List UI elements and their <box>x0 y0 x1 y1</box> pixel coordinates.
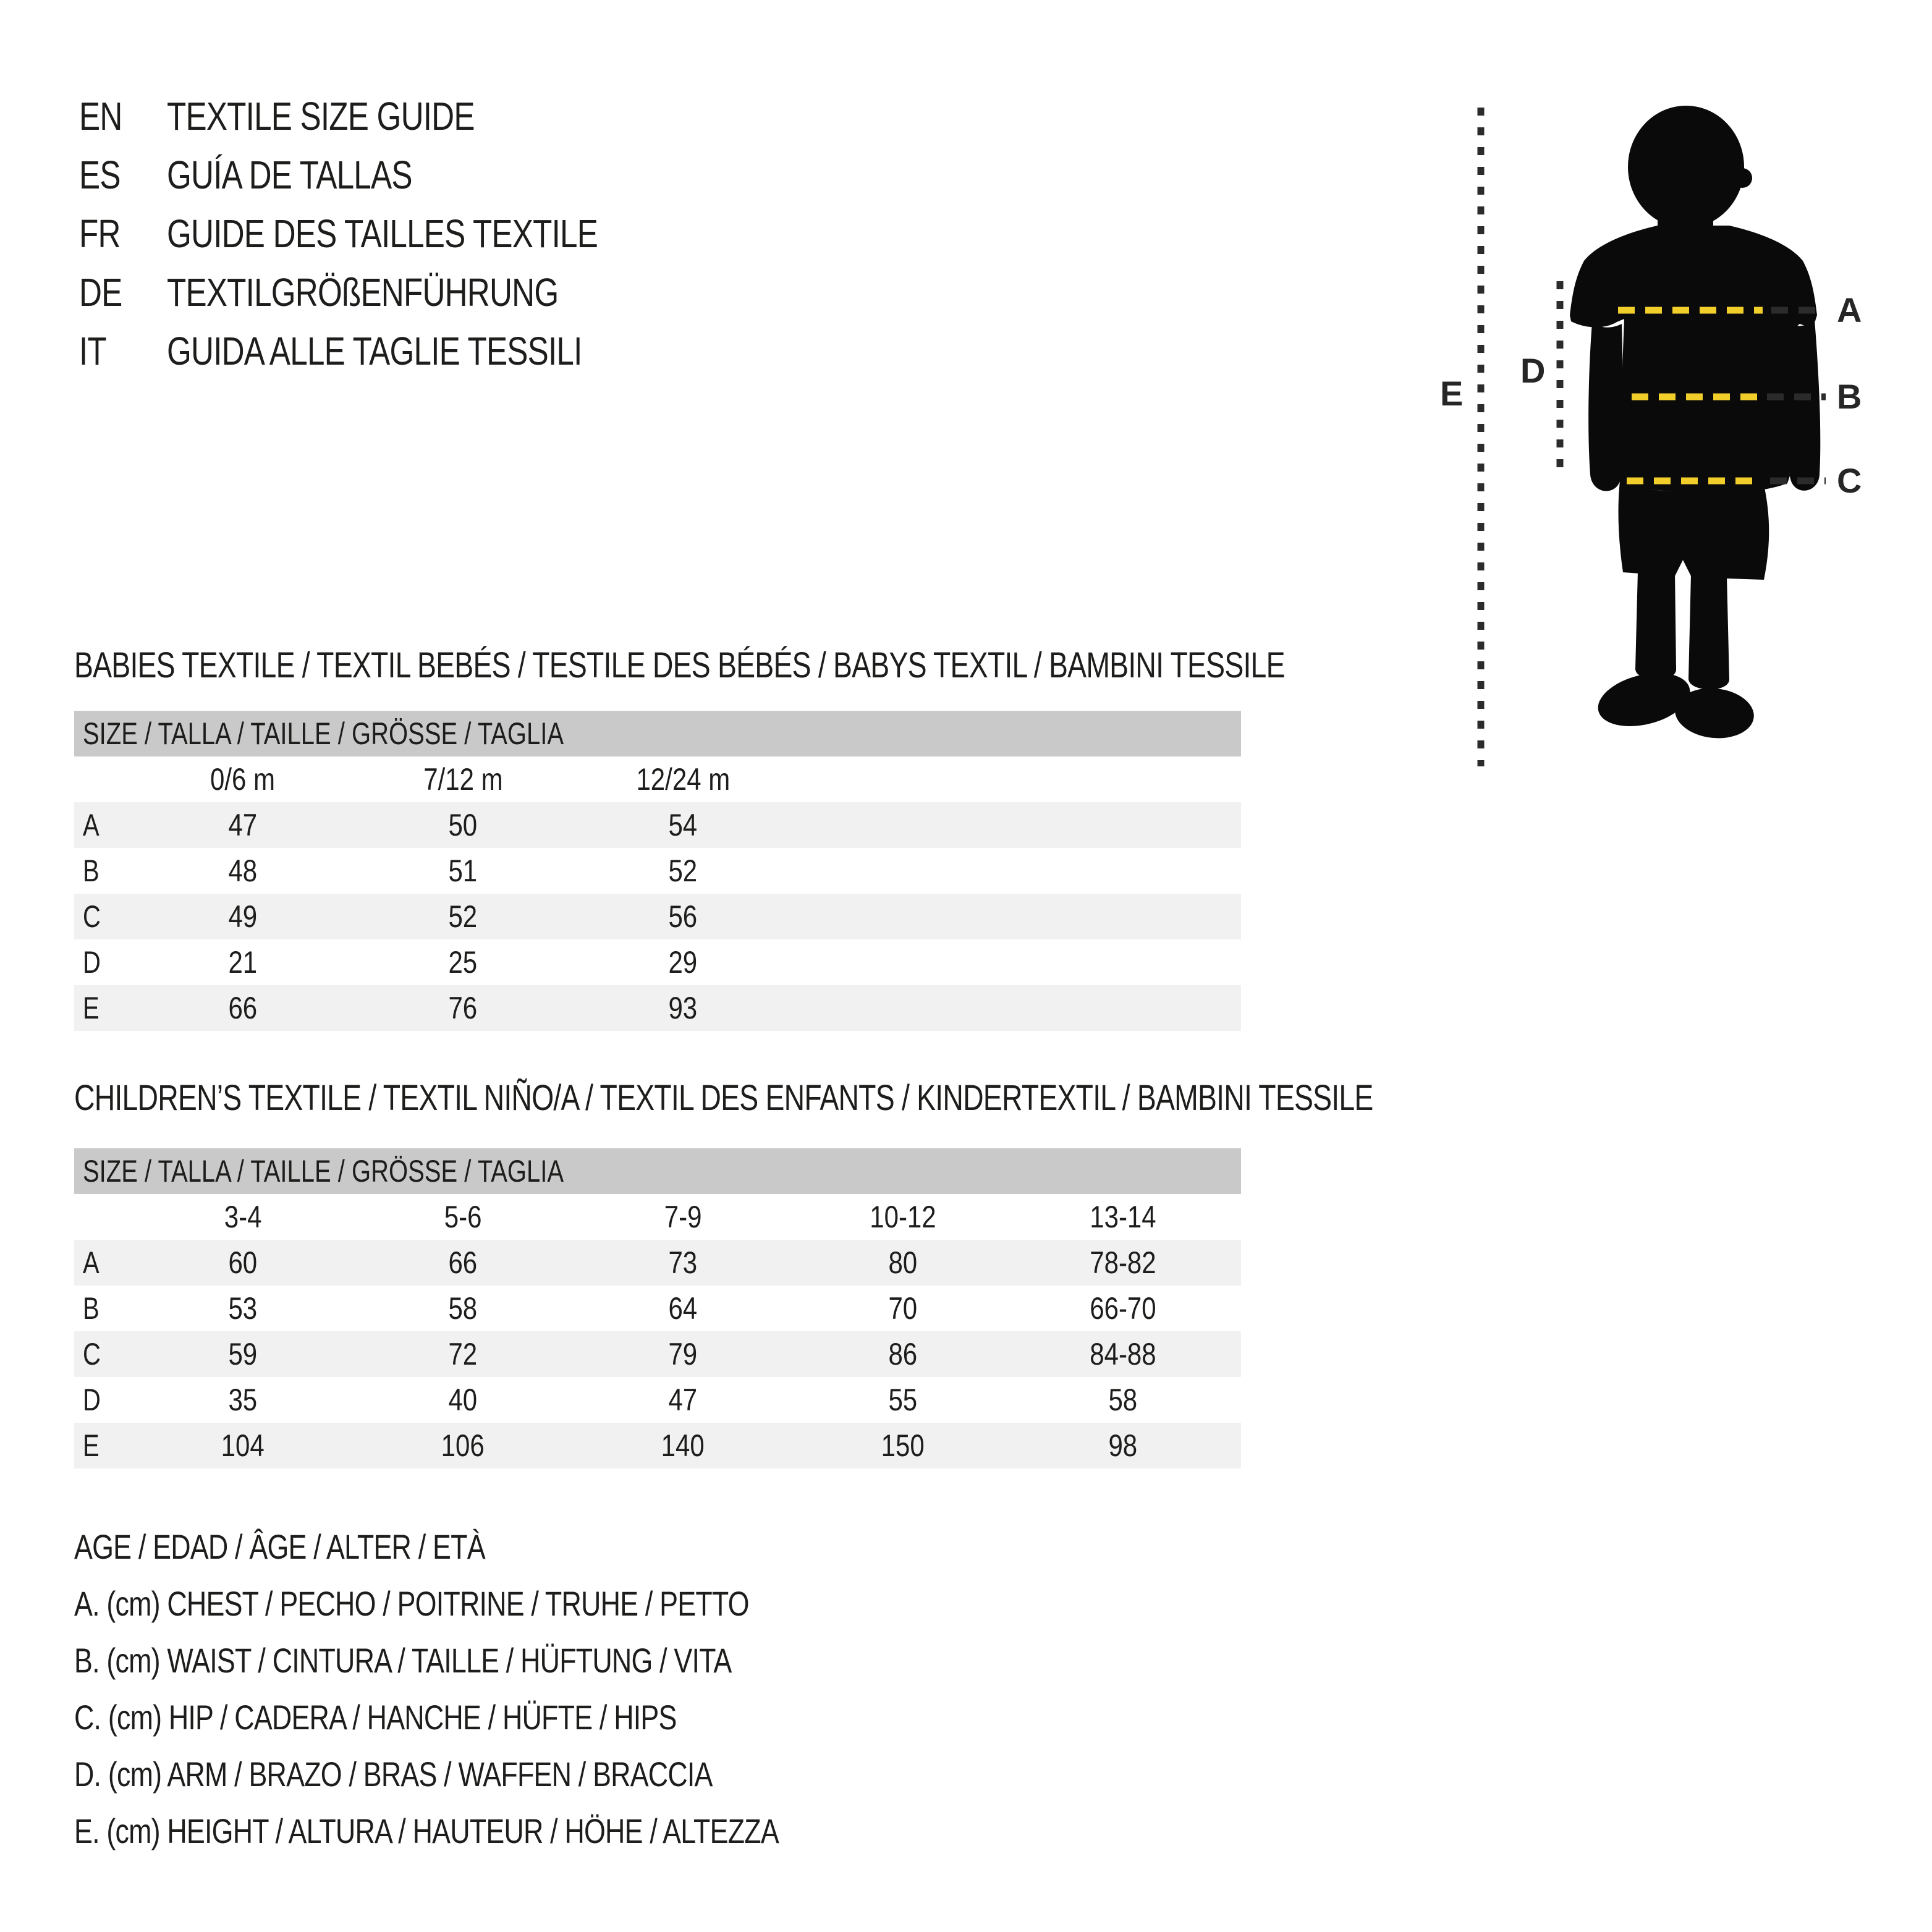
row-label-e: E <box>83 991 100 1025</box>
measure-label-d: D <box>1520 351 1546 390</box>
cell-value: 93 <box>668 991 698 1025</box>
table-row <box>74 1331 1241 1377</box>
size-header-label: SIZE / TALLA / TAILLE / GRÖSSE / TAGLIA <box>83 716 564 751</box>
lang-code-fr: FR <box>79 211 121 256</box>
row-label-b: B <box>83 854 100 888</box>
children-col-10-12: 10-12 <box>870 1200 936 1234</box>
cell-value: 72 <box>448 1337 478 1371</box>
cell-value: 52 <box>668 854 698 888</box>
row-label-d: D <box>83 945 101 980</box>
cell-value: 84-88 <box>1090 1337 1156 1371</box>
cell-value: 106 <box>441 1428 485 1463</box>
lang-title-de: TEXTILGRÖßENFÜHRUNG <box>167 269 559 315</box>
measurement-figure <box>1440 74 1916 797</box>
row-label-a: A <box>83 808 100 842</box>
cell-value: 56 <box>668 899 698 934</box>
table-row <box>74 1377 1241 1423</box>
cell-value: 50 <box>448 808 478 842</box>
table-row <box>74 1286 1241 1331</box>
babies-column-header-row <box>74 756 1241 802</box>
cell-value: 150 <box>881 1428 925 1463</box>
lang-title-fr: GUIDE DES TAILLES TEXTILE <box>167 211 598 256</box>
cell-value: 64 <box>668 1291 698 1326</box>
children-col-3-4: 3-4 <box>224 1200 262 1234</box>
lang-code-de: DE <box>79 269 122 315</box>
row-label-e: E <box>83 1428 100 1463</box>
children-section-title: CHILDREN’S TEXTILE / TEXTIL NIÑO/A / TEXTIL DES ENFANTS / KINDERTEXTIL / BAMBINI TESSILE <box>74 1078 1373 1118</box>
lang-row-en <box>79 87 705 145</box>
cell-value: 73 <box>668 1245 698 1280</box>
cell-value: 104 <box>221 1428 265 1463</box>
lang-row-de <box>79 263 705 321</box>
cell-value: 40 <box>448 1383 478 1417</box>
cell-value: 48 <box>228 854 258 888</box>
lang-row-it <box>79 321 705 380</box>
lang-title-es: GUÍA DE TALLAS <box>167 152 412 197</box>
lang-row-es <box>79 145 705 204</box>
cell-value: 59 <box>228 1337 258 1371</box>
size-header-label: SIZE / TALLA / TAILLE / GRÖSSE / TAGLIA <box>83 1154 564 1188</box>
lang-code-en: EN <box>79 93 122 138</box>
cell-value: 51 <box>448 854 478 888</box>
child-silhouette-icon <box>1570 106 1820 742</box>
children-column-header-row <box>74 1194 1241 1240</box>
babies-col-0-6m: 0/6 m <box>210 762 276 797</box>
legend-chest: A. (cm) CHEST / PECHO / POITRINE / TRUHE / PETTO <box>74 1583 749 1623</box>
cell-value: 66 <box>228 991 258 1025</box>
row-label-d: D <box>83 1383 101 1417</box>
cell-value: 47 <box>668 1383 698 1417</box>
lang-code-it: IT <box>79 328 106 373</box>
cell-value: 78-82 <box>1090 1245 1156 1280</box>
cell-value: 49 <box>228 899 258 934</box>
cell-value: 52 <box>448 899 478 934</box>
table-row <box>74 985 1241 1031</box>
lang-code-es: ES <box>79 152 121 197</box>
language-title-block <box>79 87 705 380</box>
lang-title-it: GUIDA ALLE TAGLIE TESSILI <box>167 328 582 373</box>
cell-value: 58 <box>448 1291 478 1326</box>
lang-row-fr <box>79 204 705 263</box>
cell-value: 66 <box>448 1245 478 1280</box>
table-row <box>74 894 1241 939</box>
legend-arm: D. (cm) ARM / BRAZO / BRAS / WAFFEN / BRACCIA <box>74 1754 713 1794</box>
table-row <box>74 939 1241 985</box>
measure-label-a: A <box>1837 290 1862 329</box>
cell-value: 21 <box>228 945 258 980</box>
cell-value: 25 <box>448 945 478 980</box>
cell-value: 70 <box>888 1291 918 1326</box>
lang-title-en: TEXTILE SIZE GUIDE <box>167 93 475 138</box>
row-label-b: B <box>83 1291 100 1326</box>
children-col-5-6: 5-6 <box>444 1200 482 1234</box>
cell-value: 86 <box>888 1337 918 1371</box>
children-table-header-bar <box>74 1148 1241 1194</box>
cell-value: 60 <box>228 1245 258 1280</box>
babies-col-12-24m: 12/24 m <box>636 762 730 797</box>
cell-value: 47 <box>228 808 258 842</box>
babies-size-table <box>74 711 1241 1031</box>
cell-value: 55 <box>888 1383 918 1417</box>
legend-height: E. (cm) HEIGHT / ALTURA / HAUTEUR / HÖHE / ALTEZZA <box>74 1811 779 1850</box>
cell-value: 58 <box>1108 1383 1138 1417</box>
cell-value: 66-70 <box>1090 1291 1156 1326</box>
vertical-measure-lines <box>1481 108 1560 766</box>
row-label-a: A <box>83 1245 100 1280</box>
legend-age: AGE / EDAD / ÂGE / ALTER / ETÀ <box>74 1527 485 1566</box>
babies-col-7-12m: 7/12 m <box>423 762 503 797</box>
table-row <box>74 802 1241 848</box>
table-row <box>74 1423 1241 1468</box>
row-label-c: C <box>83 1337 101 1371</box>
measure-label-c: C <box>1837 461 1862 500</box>
measure-label-e: E <box>1440 374 1464 413</box>
cell-value: 79 <box>668 1337 698 1371</box>
cell-value: 140 <box>661 1428 705 1463</box>
cell-value: 98 <box>1108 1428 1138 1463</box>
children-col-7-9: 7-9 <box>664 1200 702 1234</box>
babies-section-title: BABIES TEXTILE / TEXTIL BEBÉS / TESTILE DES BÉBÉS / BABYS TEXTIL / BAMBINI TESSILE <box>74 645 1285 685</box>
table-row <box>74 848 1241 894</box>
cell-value: 35 <box>228 1383 258 1417</box>
row-label-c: C <box>83 899 101 934</box>
measurement-legend <box>74 1518 955 1859</box>
cell-value: 29 <box>668 945 698 980</box>
table-row <box>74 1240 1241 1286</box>
babies-table-header-bar <box>74 711 1241 756</box>
measure-label-b: B <box>1837 377 1862 416</box>
children-size-table <box>74 1148 1241 1468</box>
cell-value: 53 <box>228 1291 258 1326</box>
children-col-13-14: 13-14 <box>1090 1200 1156 1234</box>
cell-value: 76 <box>448 991 478 1025</box>
legend-waist: B. (cm) WAIST / CINTURA / TAILLE / HÜFTUNG / VITA <box>74 1640 732 1680</box>
cell-value: 54 <box>668 808 698 842</box>
legend-hip: C. (cm) HIP / CADERA / HANCHE / HÜFTE / HIPS <box>74 1697 677 1737</box>
cell-value: 80 <box>888 1245 918 1280</box>
child-silhouette-diagram <box>1440 74 1916 797</box>
